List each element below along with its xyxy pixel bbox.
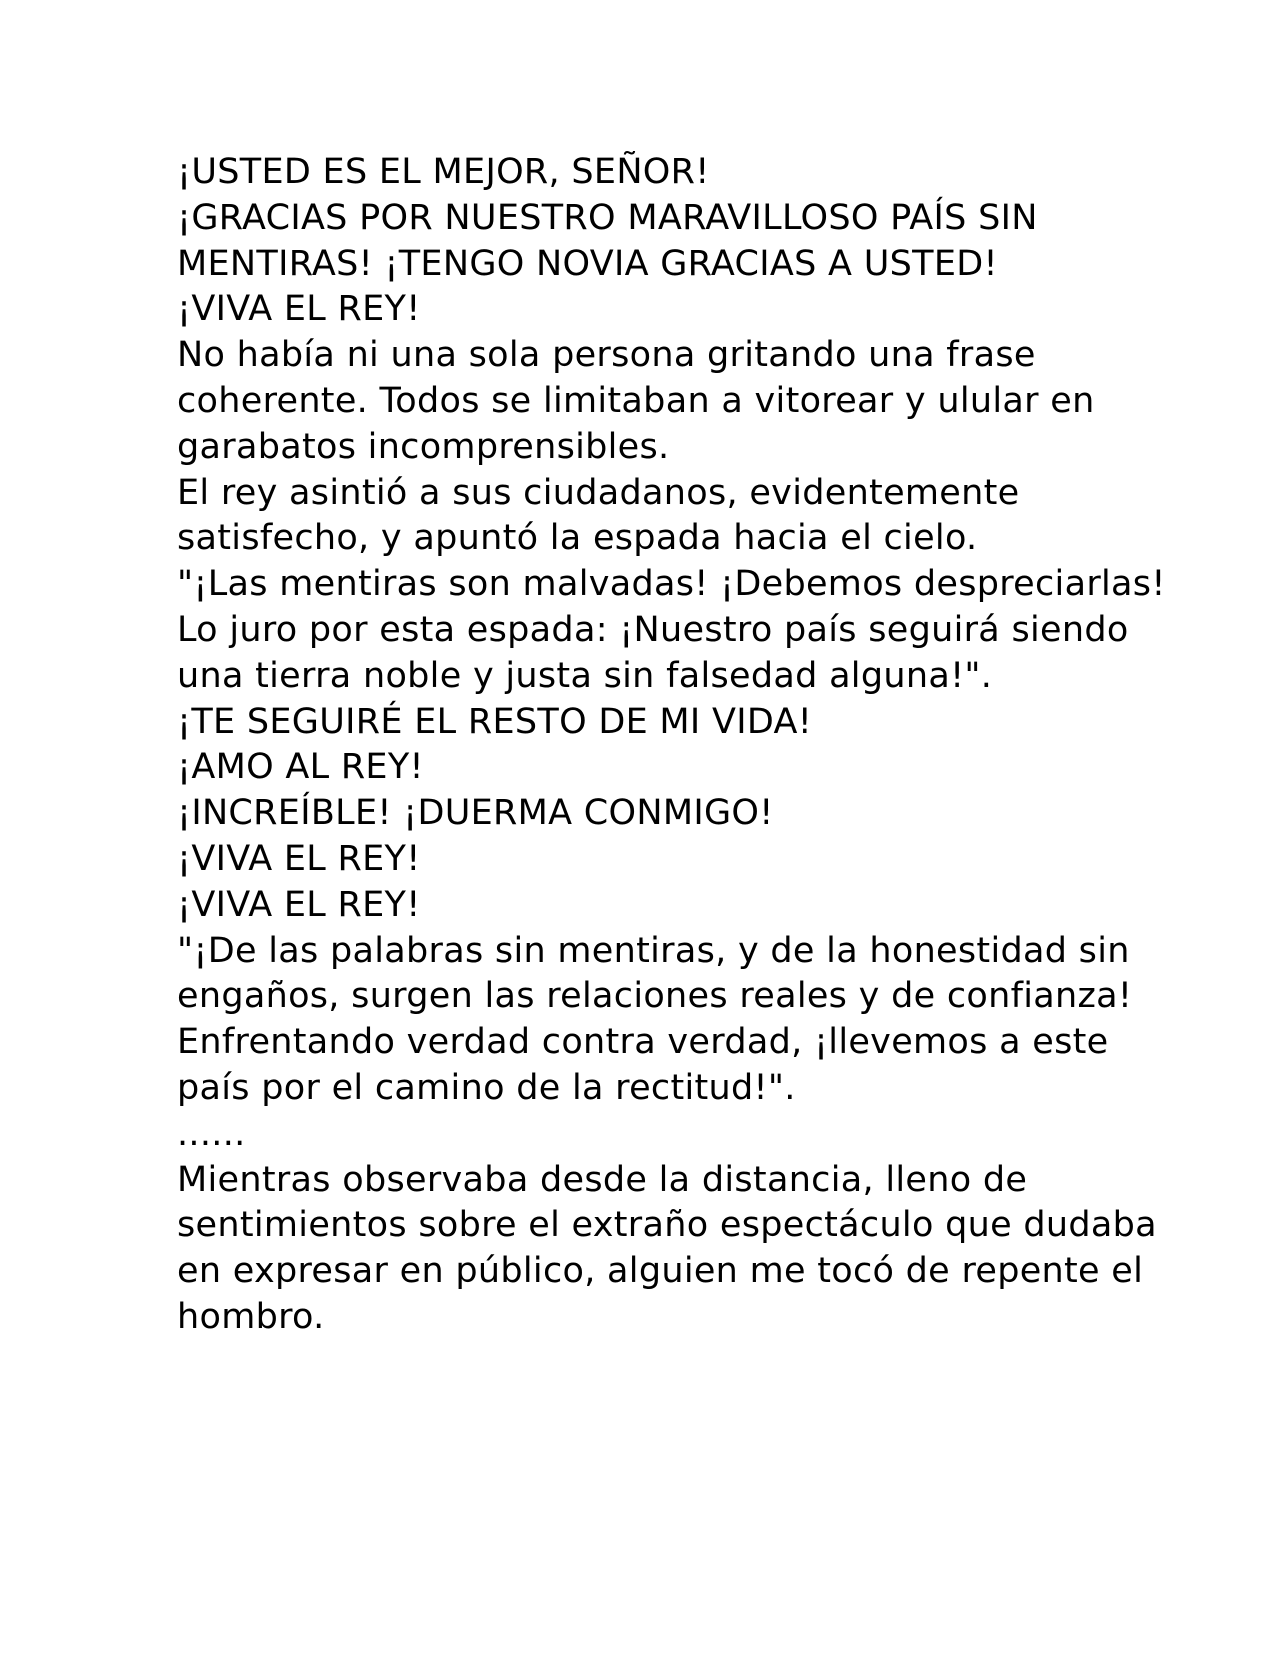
paragraph: El rey asintió a sus ciudadanos, evidentemente satisfecho, y apuntó la espada hacia el cielo. bbox=[177, 472, 1020, 559]
paragraph: ¡INCREÍBLE! ¡DUERMA CONMIGO! bbox=[177, 793, 774, 834]
paragraph: Mientras observaba desde la distancia, lleno de sentimientos sobre el extraño espectáculo que dudaba en expresar en público, alguien me tocó de repente el hombro. bbox=[177, 1159, 1157, 1337]
paragraph: ¡VIVA EL REY! bbox=[177, 884, 421, 925]
paragraph: ¡GRACIAS POR NUESTRO MARAVILLOSO PAÍS SIN MENTIRAS! ¡TENGO NOVIA GRACIAS A USTED! bbox=[177, 197, 1038, 284]
paragraph: "¡Las mentiras son malvadas! ¡Debemos despreciarlas! Lo juro por esta espada: ¡Nuestro país seguirá siendo una tierra noble y justa sin falsedad alguna!". bbox=[177, 564, 1166, 696]
paragraph: ...... bbox=[177, 1113, 246, 1154]
paragraph: ¡USTED ES EL MEJOR, SEÑOR! bbox=[177, 152, 710, 192]
paragraph: ¡AMO AL REY! bbox=[177, 747, 424, 788]
paragraph: "¡De las palabras sin mentiras, y de la honestidad sin engaños, surgen las relaciones reales y de confianza! Enfrentando verdad contra verdad, ¡llevemos a este país por el camino de la rectitud!". bbox=[177, 930, 1133, 1108]
document-body bbox=[177, 150, 1177, 1341]
paragraph: ¡VIVA EL REY! bbox=[177, 289, 421, 330]
paragraph: ¡VIVA EL REY! bbox=[177, 838, 421, 879]
paragraph: ¡TE SEGUIRÉ EL RESTO DE MI VIDA! bbox=[177, 701, 813, 742]
paragraph: No había ni una sola persona gritando una frase coherente. Todos se limitaban a vitorear y ulular en garabatos incomprensibles. bbox=[177, 335, 1095, 467]
